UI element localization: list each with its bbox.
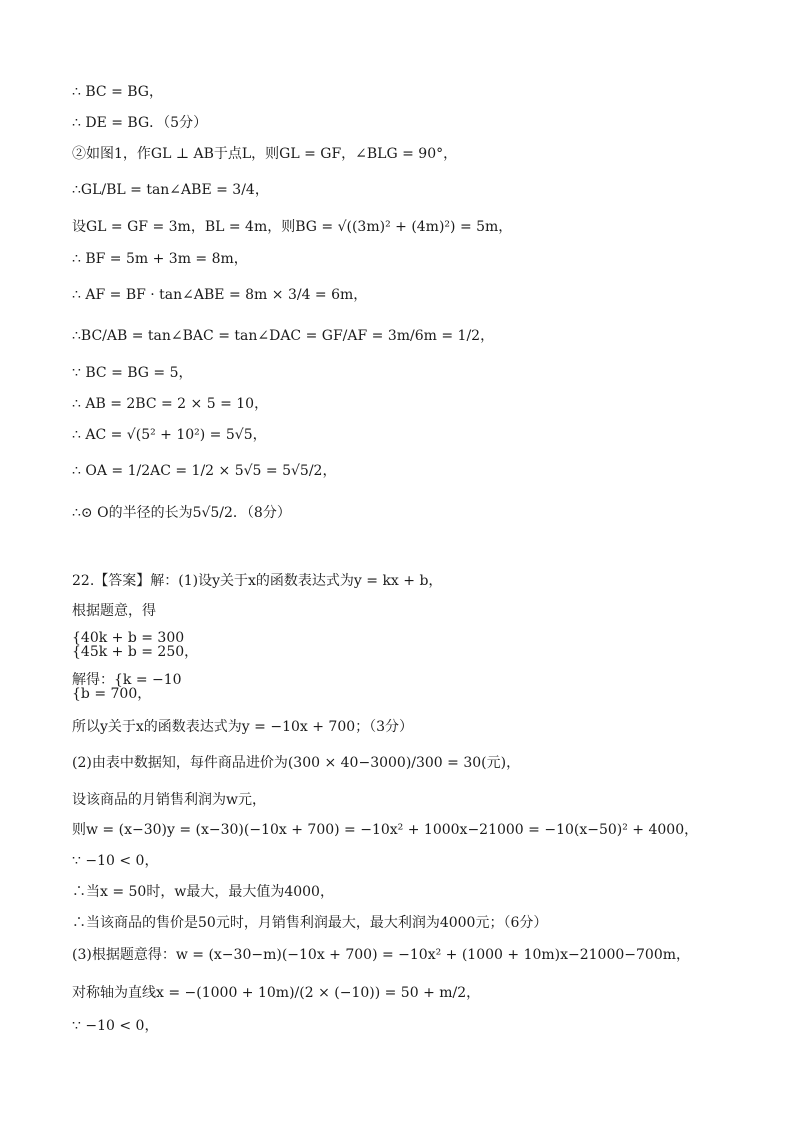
solution-line: ∴ BF = 5m + 3m = 8m，	[72, 251, 248, 267]
solution-line: ∴ DE = BG．（5分）	[72, 115, 208, 131]
solution-line: (3)根据题意得：w = (x−30−m)(−10x + 700) = −10x² + (1000 + 10m)x−21000−700m，	[72, 947, 691, 963]
equation-system-line: {b = 700，	[72, 686, 152, 702]
solution-line: ∵ −10 < 0，	[72, 1018, 159, 1034]
solution-line: 设该商品的月销售利润为w元，	[72, 792, 266, 808]
solution-line: 对称轴为直线x = −(1000 + 10m)/(2 × (−10)) = 50 + m/2，	[72, 985, 481, 1001]
solution-line: (2)由表中数据知，每件商品进价为(300 × 40−3000)/300 = 30(元)，	[72, 755, 521, 771]
solution-line: ∴GL/BL = tan∠ABE = 3/4，	[72, 182, 269, 198]
solution-line: ∴ OA = 1/2AC = 1/2 × 5√5 = 5√5/2，	[72, 463, 337, 479]
solution-line: ∴BC/AB = tan∠BAC = tan∠DAC = GF/AF = 3m/6m = 1/2，	[72, 328, 495, 344]
solution-line: ∴ BC = BG，	[72, 84, 163, 100]
solution-line: ∴ AC = √(5² + 10²) = 5√5，	[72, 427, 267, 443]
equation-system-line: 解得：{k = −10	[72, 672, 182, 688]
solution-line: 根据题意，得	[72, 603, 156, 619]
solution-line: 所以y关于x的函数表达式为y = −10x + 700；（3分）	[72, 719, 414, 735]
solution-line: ∴⊙ O的半径的长为5√5/2．（8分）	[72, 505, 291, 521]
solution-line: ∴当x = 50时，w最大，最大值为4000，	[72, 884, 334, 900]
solution-line: ②如图1，作GL ⊥ AB于点L，则GL = GF，∠BLG = 90°，	[72, 146, 458, 162]
solution-line: 设GL = GF = 3m，BL = 4m，则BG = √((3m)² + (4m)²) = 5m，	[72, 219, 513, 235]
solution-line: ∴ AB = 2BC = 2 × 5 = 10，	[72, 396, 269, 412]
solution-line: ∵ −10 < 0，	[72, 853, 159, 869]
solution-line: 则w = (x−30)y = (x−30)(−10x + 700) = −10x² + 1000x−21000 = −10(x−50)² + 4000，	[72, 822, 699, 838]
equation-system-line: {45k + b = 250，	[72, 644, 199, 660]
solution-line: ∴当该商品的售价是50元时，月销售利润最大，最大利润为4000元；（6分）	[72, 915, 548, 931]
equation-system-line: {40k + b = 300	[72, 630, 185, 646]
solution-line: ∵ BC = BG = 5，	[72, 365, 193, 381]
question-22-heading: 22.【答案】解：(1)设y关于x的函数表达式为y = kx + b，	[72, 573, 443, 589]
solution-line: ∴ AF = BF · tan∠ABE = 8m × 3/4 = 6m，	[72, 287, 368, 303]
